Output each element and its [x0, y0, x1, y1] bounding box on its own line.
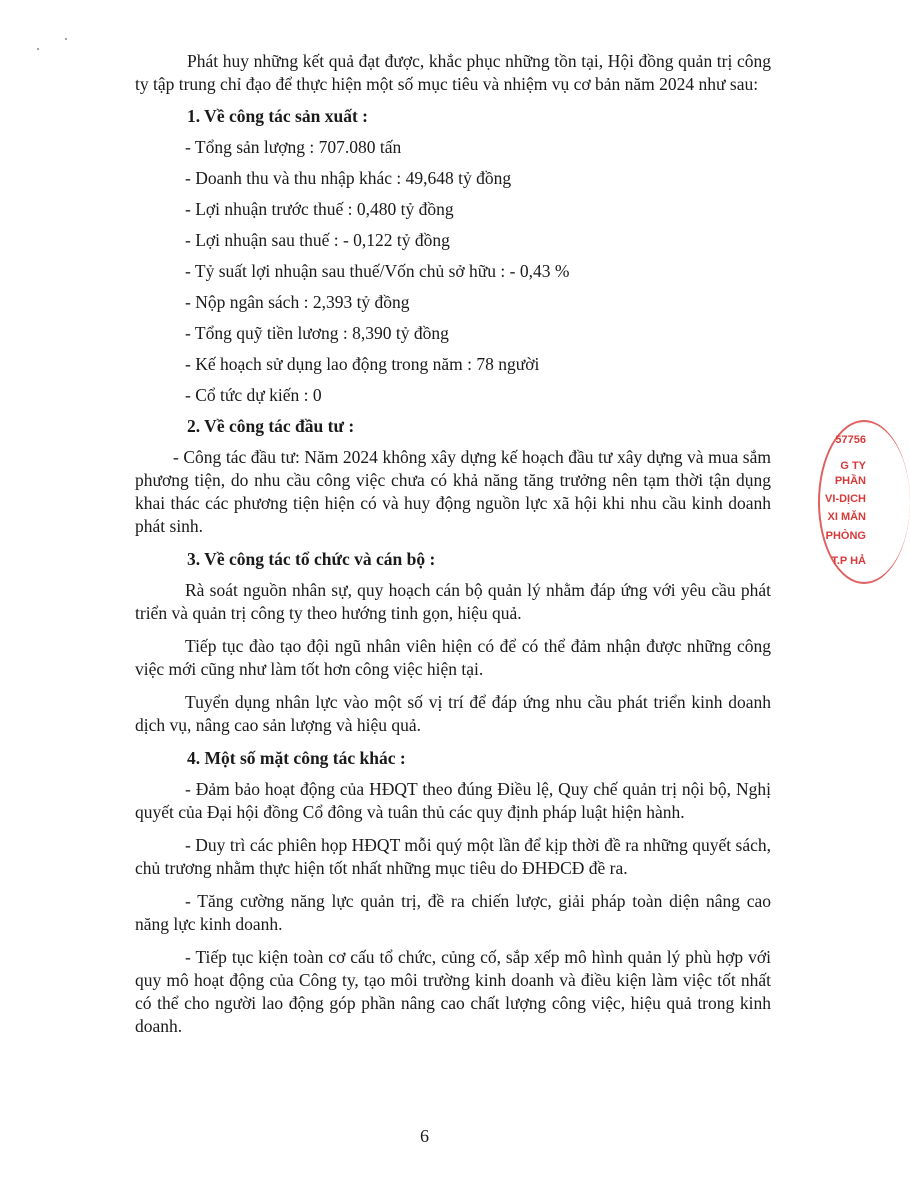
list-item: - Tổng quỹ tiền lương : 8,390 tỷ đồng — [185, 323, 449, 343]
scan-speck — [37, 48, 39, 50]
section-heading: 4. Một số mặt công tác khác : — [187, 748, 406, 768]
section-other-tasks — [135, 747, 771, 1038]
seal-text: XI MĂN — [827, 511, 866, 523]
intro-paragraph: Phát huy những kết quả đạt được, khắc phục những tồn tại, Hội đồng quản trị công ty tập trung chỉ đạo để thực hiện một số mục tiêu và nhiệm vụ cơ bản năm 2024 như sau: — [135, 51, 771, 94]
company-seal — [808, 420, 868, 580]
list-item: - Doanh thu và thu nhập khác : 49,648 tỷ đồng — [185, 168, 512, 188]
list-item: - Tổng sản lượng : 707.080 tấn — [185, 137, 402, 157]
seal-text: PHÒNG — [825, 530, 866, 542]
list-item: - Nộp ngân sách : 2,393 tỷ đồng — [185, 292, 410, 312]
section-paragraph: - Duy trì các phiên họp HĐQT mỗi quý một lần để kịp thời đề ra những quyết sách, chủ trương nhằm thực hiện tốt nhất những mục tiêu do ĐHĐCĐ đề ra. — [135, 835, 771, 878]
page-body — [135, 50, 771, 1048]
section-paragraph: - Tăng cường năng lực quản trị, đề ra chiến lược, giải pháp toàn diện nâng cao năng lực kinh doanh. — [135, 891, 771, 934]
section-production — [135, 105, 771, 407]
list-item: - Cổ tức dự kiến : 0 — [185, 385, 322, 405]
section-paragraph: - Đảm bảo hoạt động của HĐQT theo đúng Điều lệ, Quy chế quản trị nội bộ, Nghị quyết của Đại hội đồng Cổ đông và tuân thủ các quy định pháp luật hiện hành. — [135, 779, 771, 822]
section-paragraph: Rà soát nguồn nhân sự, quy hoạch cán bộ quản lý nhằm đáp ứng với yêu cầu phát triển và quản trị công ty theo hướng tinh gọn, hiệu quả. — [135, 580, 771, 623]
section-paragraph: - Tiếp tục kiện toàn cơ cấu tổ chức, củng cố, sắp xếp mô hình quản lý phù hợp với quy mô hoạt động của Công ty, tạo môi trường kinh doanh và điều kiện làm việc tốt nhất có thể cho người lao động góp phần nâng cao chất lượng công việc, hiệu quả trong kinh doanh. — [135, 947, 771, 1036]
seal-text: VI-DỊCH — [825, 493, 866, 505]
section-heading: 3. Về công tác tổ chức và cán bộ : — [187, 549, 436, 569]
page-number: 6 — [420, 1126, 429, 1146]
section-paragraph: Tuyển dụng nhân lực vào một số vị trí để đáp ứng nhu cầu phát triển kinh doanh dịch vụ, nâng cao sản lượng và hiệu quả. — [135, 692, 771, 735]
section-paragraph: Tiếp tục đào tạo đội ngũ nhân viên hiện có để có thể đảm nhận được những công việc mới cũng như làm tốt hơn công việc hiện tại. — [135, 636, 771, 679]
seal-text: T.P HẢ — [831, 555, 866, 567]
seal-text: 57756 — [835, 434, 866, 446]
section-paragraph: - Công tác đầu tư: Năm 2024 không xây dựng kế hoạch đầu tư xây dựng và mua sắm phương tiện, do nhu cầu công việc chưa có khả năng tăng trưởng nên tạm thời tận dụng khai thác các phương tiện hiện có và huy động nguồn lực xã hội khi nhu cầu kinh doanh phát sinh. — [135, 447, 771, 536]
seal-text: PHẦN — [834, 475, 866, 487]
list-item: - Kế hoạch sử dụng lao động trong năm : 78 người — [185, 354, 540, 374]
seal-text: G TY — [840, 460, 866, 472]
list-item: - Tỷ suất lợi nhuận sau thuế/Vốn chủ sở hữu : - 0,43 % — [185, 261, 570, 281]
section-organization — [135, 548, 771, 737]
section-investment — [135, 415, 771, 538]
list-item: - Lợi nhuận sau thuế : - 0,122 tỷ đồng — [185, 230, 450, 250]
list-item: - Lợi nhuận trước thuế : 0,480 tỷ đồng — [185, 199, 454, 219]
scan-speck — [65, 38, 67, 40]
section-heading: 1. Về công tác sản xuất : — [187, 106, 368, 126]
section-heading: 2. Về công tác đầu tư : — [187, 416, 355, 436]
